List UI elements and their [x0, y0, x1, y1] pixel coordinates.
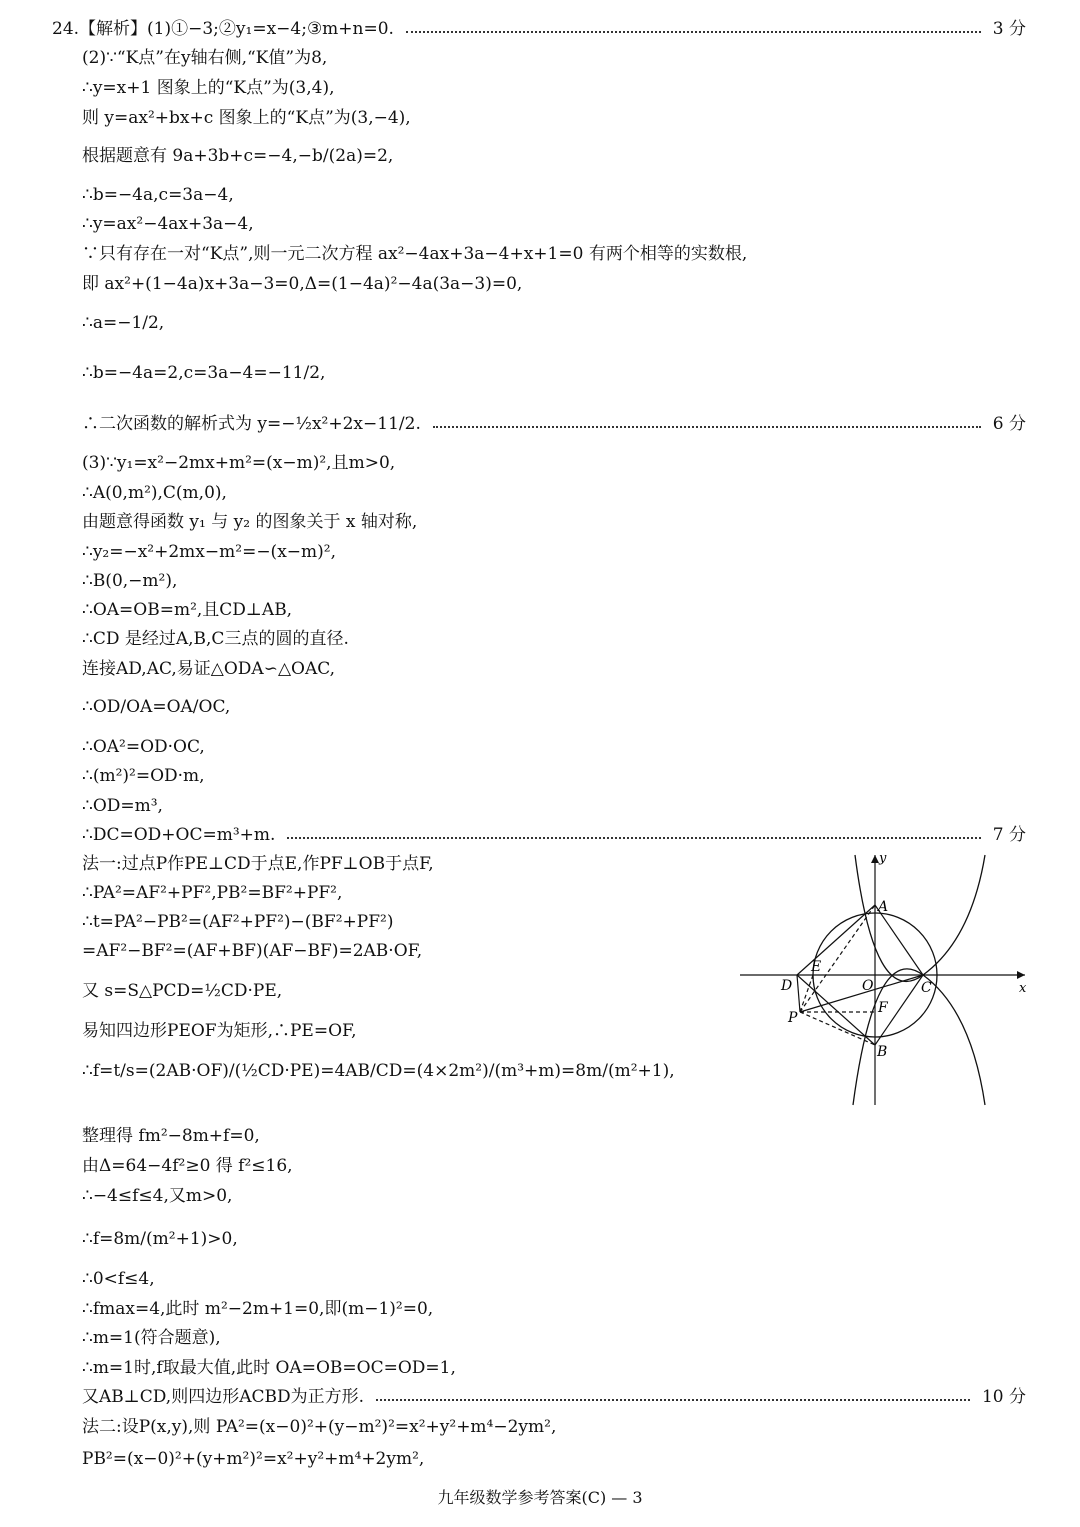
dotted-leader	[433, 426, 981, 428]
solution-line: 法一:过点P作PE⊥CD于点E,作PF⊥OB于点F,	[82, 854, 434, 874]
solution-line: ∴(m²)²=OD·m,	[82, 766, 205, 786]
label-D: D	[781, 978, 793, 994]
solution-line: 又AB⊥CD,则四边形ACBD为正方形.	[82, 1387, 365, 1407]
solution-line: 易知四边形PEOF为矩形,∴PE=OF,	[82, 1021, 357, 1041]
solution-line: ∴OA=OB=m²,且CD⊥AB,	[82, 600, 293, 620]
solution-line: ∴b=−4a=2,c=3a−4=−11/2,	[82, 363, 326, 383]
score-marker: 10 分	[981, 1387, 1026, 1407]
solution-line: ∴A(0,m²),C(m,0),	[82, 483, 227, 503]
score-marker: 7 分	[992, 825, 1026, 845]
solution-line: ∴PA²=AF²+PF²,PB²=BF²+PF²,	[82, 883, 343, 903]
solution-line: ∴−4≤f≤4,又m>0,	[82, 1186, 233, 1206]
score-marker: 6 分	[992, 414, 1026, 434]
solution-line: 则 y=ax²+bx+c 图象上的“K点”为(3,−4),	[82, 108, 411, 128]
solution-line: ∴m=1(符合题意),	[82, 1328, 221, 1348]
page-footer: 九年级数学参考答案(C) — 3	[437, 1488, 643, 1507]
dotted-leader	[406, 31, 981, 33]
solution-line: 法二:设P(x,y),则 PA²=(x−0)²+(y−m²)²=x²+y²+m⁴−2ym²,	[82, 1417, 557, 1437]
dotted-leader	[376, 1399, 970, 1401]
label-C: C	[921, 980, 932, 996]
solution-line: 由题意得函数 y₁ 与 y₂ 的图象关于 x 轴对称,	[82, 512, 418, 532]
label-O: O	[862, 978, 874, 994]
solution-line: 24.【解析】(1)①−3;②y₁=x−4;③m+n=0.	[52, 19, 394, 39]
label-A: A	[878, 899, 889, 915]
solution-line: ∴OD=m³,	[82, 796, 163, 816]
solution-line: ∴y=x+1 图象上的“K点”为(3,4),	[82, 78, 335, 98]
solution-line: ∴f=t/s=(2AB·OF)/(½CD·PE)=4AB/CD=(4×2m²)/(m³+m)=8m/(m²+1),	[82, 1061, 675, 1081]
label-x: x	[1019, 981, 1027, 996]
solution-line: ∴f=8m/(m²+1)>0,	[82, 1229, 238, 1249]
solution-line: ∴a=−1/2,	[82, 313, 165, 333]
solution-line: ∴y₂=−x²+2mx−m²=−(x−m)²,	[82, 542, 336, 562]
label-F: F	[878, 1000, 888, 1016]
solution-line: (3)∵y₁=x²−2mx+m²=(x−m)²,且m>0,	[82, 453, 396, 473]
label-y: y	[879, 851, 887, 866]
dotted-leader	[287, 837, 980, 839]
solution-line: PB²=(x−0)²+(y+m²)²=x²+y²+m⁴+2ym²,	[82, 1449, 425, 1469]
solution-line: 连接AD,AC,易证△ODA∽△OAC,	[82, 659, 336, 679]
solution-line: ∴二次函数的解析式为 y=−½x²+2x−11/2.	[82, 414, 421, 434]
solution-line: ∴OD/OA=OA/OC,	[82, 697, 231, 717]
solution-line: =AF²−BF²=(AF+BF)(AF−BF)=2AB·OF,	[82, 941, 423, 961]
solution-line: ∴DC=OD+OC=m³+m.	[82, 825, 276, 845]
geometry-figure	[735, 850, 1035, 1110]
score-marker: 3 分	[992, 19, 1026, 39]
solution-line: 又 s=S△PCD=½CD·PE,	[82, 981, 283, 1001]
solution-line: ∴b=−4a,c=3a−4,	[82, 185, 234, 205]
solution-line: (2)∵“K点”在y轴右侧,“K值”为8,	[82, 48, 328, 68]
solution-line: 由Δ=64−4f²≥0 得 f²≤16,	[82, 1156, 293, 1176]
label-E: E	[811, 959, 822, 975]
solution-line: ∴B(0,−m²),	[82, 571, 178, 591]
label-P: P	[788, 1010, 798, 1026]
solution-line: ∴fmax=4,此时 m²−2m+1=0,即(m−1)²=0,	[82, 1299, 434, 1319]
solution-line: ∴y=ax²−4ax+3a−4,	[82, 214, 254, 234]
solution-line: ∴t=PA²−PB²=(AF²+PF²)−(BF²+PF²)	[82, 912, 394, 932]
label-B: B	[877, 1044, 888, 1060]
solution-line: ∴OA²=OD·OC,	[82, 737, 205, 757]
solution-line: ∴0<f≤4,	[82, 1269, 155, 1289]
solution-line: ∴m=1时,f取最大值,此时 OA=OB=OC=OD=1,	[82, 1358, 456, 1378]
solution-line: ∵只有存在一对“K点”,则一元二次方程 ax²−4ax+3a−4+x+1=0 有两个相等的实数根,	[82, 244, 748, 264]
solution-line: 根据题意有 9a+3b+c=−4,−b/(2a)=2,	[82, 146, 394, 166]
solution-line: ∴CD 是经过A,B,C三点的圆的直径.	[82, 629, 349, 649]
solution-line: 整理得 fm²−8m+f=0,	[82, 1126, 260, 1146]
solution-line: 即 ax²+(1−4a)x+3a−3=0,Δ=(1−4a)²−4a(3a−3)=0,	[82, 274, 523, 294]
